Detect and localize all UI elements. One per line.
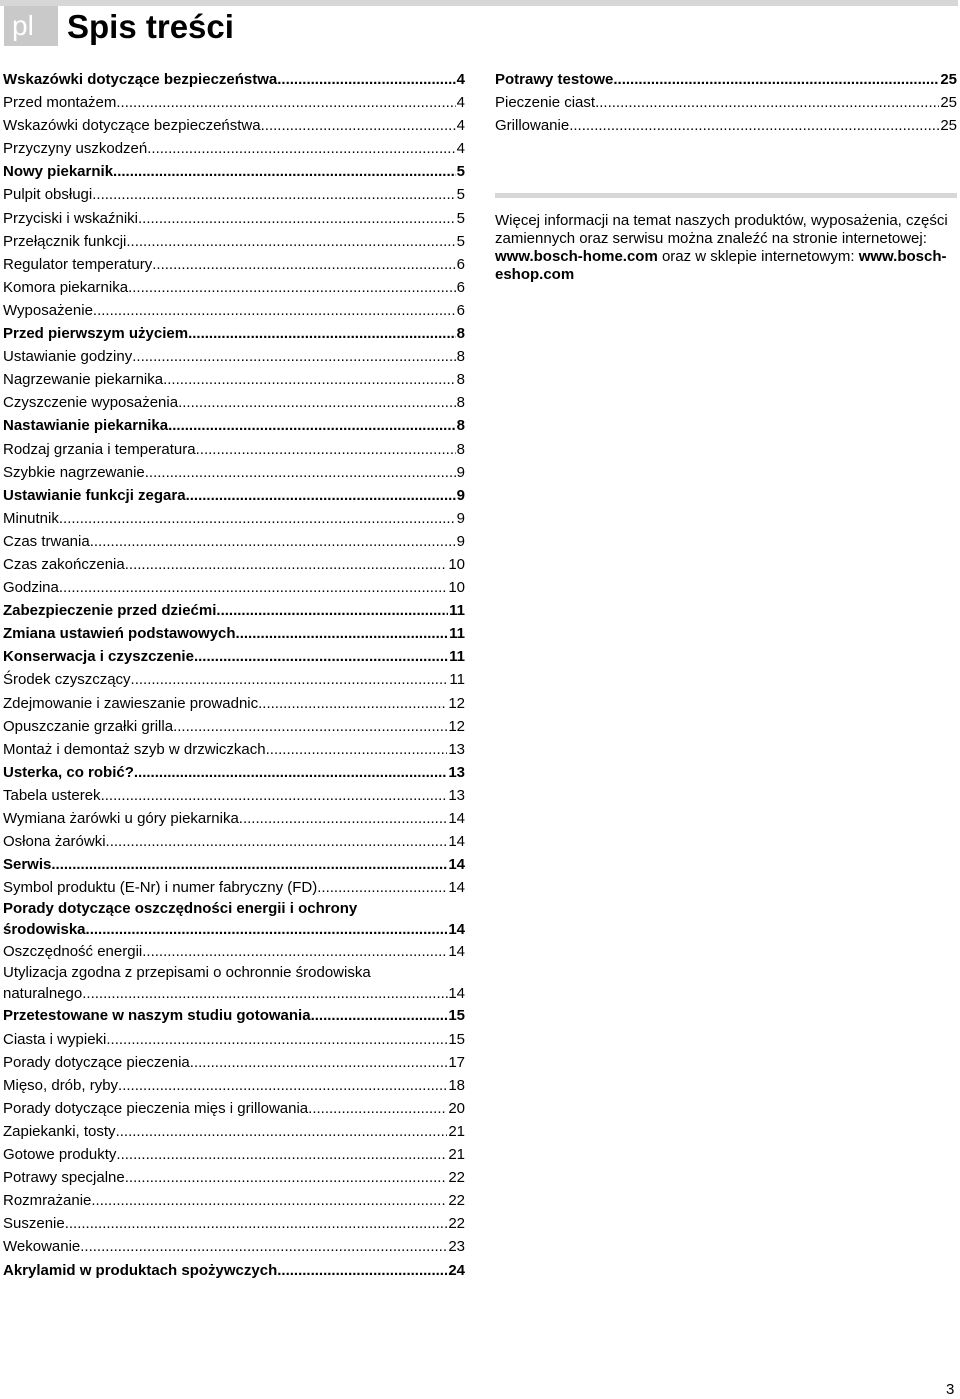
toc-entry-label: Rodzaj grzania i temperatura <box>3 440 196 458</box>
toc-leader-dots <box>196 438 456 461</box>
toc-leader-dots <box>311 1004 448 1027</box>
toc-entry-page: 22 <box>448 1169 465 1187</box>
toc-entry-label: Przyciski i wskaźniki <box>3 209 139 227</box>
toc-entry[interactable] <box>3 68 465 91</box>
toc-entry[interactable] <box>3 715 465 738</box>
toc-entry[interactable] <box>3 1143 465 1166</box>
toc-entry-label: Zabezpieczenie przed dziećmi <box>3 602 217 620</box>
toc-entry-label: Zapiekanki, tosty <box>3 1122 116 1140</box>
toc-entry-multiline[interactable] <box>3 899 465 940</box>
toc-leader-dots <box>261 114 456 137</box>
toc-leader-dots <box>190 1051 448 1074</box>
toc-entry[interactable] <box>3 1120 465 1143</box>
toc-entry-page: 8 <box>456 417 465 435</box>
toc-entry[interactable] <box>3 91 465 114</box>
toc-entry-label: Przełącznik funkcji <box>3 232 127 250</box>
toc-entry-page: 5 <box>456 232 465 250</box>
toc-entry-page: 25 <box>940 117 957 135</box>
toc-leader-dots <box>317 876 447 899</box>
toc-leader-dots <box>216 599 448 622</box>
toc-entry-label: Ustawianie godziny <box>3 348 133 366</box>
toc-entry-page: 10 <box>448 579 465 597</box>
toc-entry[interactable] <box>495 114 957 137</box>
toc-entry[interactable] <box>3 276 465 299</box>
toc-leader-dots <box>168 414 456 437</box>
toc-entry[interactable] <box>3 299 465 322</box>
toc-leader-dots <box>116 1120 448 1143</box>
toc-entry-page: 11 <box>449 602 465 620</box>
toc-entry-page: 8 <box>456 440 465 458</box>
toc-entry-label: Zmiana ustawień podstawowych <box>3 625 236 643</box>
toc-leader-dots <box>145 461 456 484</box>
website-link[interactable]: www.bosch-home.com <box>495 248 658 265</box>
toc-entry-page: 4 <box>456 71 465 88</box>
toc-leader-dots <box>59 507 456 530</box>
toc-leader-dots <box>595 91 939 114</box>
toc-entry[interactable] <box>3 438 465 461</box>
toc-entry-label: Potrawy specjalne <box>3 1169 125 1187</box>
toc-entry-label: Pulpit obsługi <box>3 186 93 204</box>
toc-leader-dots <box>308 1097 447 1120</box>
toc-entry-page: 5 <box>456 209 465 227</box>
toc-entry-label-cont: środowiska <box>3 920 86 938</box>
toc-entry[interactable] <box>3 645 465 668</box>
toc-entry-label: Grillowanie <box>495 117 570 135</box>
more-info-text <box>495 212 957 284</box>
toc-entry-label: Mięso, drób, ryby <box>3 1076 119 1094</box>
toc-entry-page: 8 <box>456 371 465 389</box>
toc-right-column <box>495 68 957 137</box>
toc-entry[interactable] <box>3 1166 465 1189</box>
toc-entry-page: 10 <box>448 555 465 573</box>
toc-entry-page: 13 <box>448 740 465 758</box>
toc-leader-dots <box>116 91 455 114</box>
toc-entry-page: 24 <box>448 1261 465 1279</box>
toc-entry[interactable] <box>3 114 465 137</box>
toc-leader-dots <box>258 692 447 715</box>
toc-entry-label: Wekowanie <box>3 1238 81 1256</box>
section-divider <box>495 193 957 198</box>
toc-leader-dots <box>128 276 456 299</box>
toc-entry[interactable] <box>3 507 465 530</box>
toc-entry[interactable] <box>3 576 465 599</box>
toc-entry-label: Oszczędność energii <box>3 943 143 961</box>
eshop-link[interactable]: www.bosch-eshop.com <box>495 248 947 283</box>
toc-entry-page: 12 <box>448 717 465 735</box>
toc-leader-dots <box>147 137 455 160</box>
toc-entry[interactable] <box>3 599 465 622</box>
toc-entry-page: 9 <box>456 463 465 481</box>
toc-entry[interactable] <box>3 391 465 414</box>
toc-entry-label: Symbol produktu (E-Nr) i numer fabryczny (FD) <box>3 879 318 897</box>
toc-entry[interactable] <box>3 137 465 160</box>
toc-entry-label: Godzina <box>3 579 59 597</box>
toc-entry-label: Gotowe produkty <box>3 1146 117 1164</box>
toc-leader-dots <box>277 68 455 91</box>
toc-entry-label: Nowy piekarnik <box>3 163 114 181</box>
toc-entry[interactable] <box>3 761 465 784</box>
toc-leader-dots <box>106 1028 447 1051</box>
toc-leader-dots <box>51 853 447 876</box>
toc-entry[interactable] <box>3 830 465 853</box>
toc-entry-label: Pieczenie ciast <box>495 94 596 112</box>
toc-entry-page: 14 <box>448 943 465 961</box>
toc-entry-label: Ustawianie funkcji zegara <box>3 486 186 504</box>
toc-entry-page: 5 <box>456 186 465 204</box>
toc-leader-dots <box>138 207 456 230</box>
toc-entry[interactable] <box>3 738 465 761</box>
toc-entry-label: Akrylamid w produktach spożywczych <box>3 1261 278 1279</box>
toc-leader-dots <box>173 715 447 738</box>
toc-entry-label: Porady dotyczące pieczenia <box>3 1053 190 1071</box>
toc-entry-label: Ciasta i wypieki <box>3 1030 107 1048</box>
toc-entry-page: 25 <box>940 94 957 112</box>
toc-entry-label: Montaż i demontaż szyb w drzwiczkach <box>3 740 266 758</box>
toc-entry[interactable] <box>3 1051 465 1074</box>
toc-entry[interactable] <box>3 553 465 576</box>
toc-entry-label: Nastawianie piekarnika <box>3 417 169 435</box>
toc-entry-page: 22 <box>448 1192 465 1210</box>
toc-entry[interactable] <box>3 368 465 391</box>
toc-entry-page: 23 <box>448 1238 465 1256</box>
toc-entry[interactable] <box>3 207 465 230</box>
toc-entry[interactable] <box>3 1097 465 1120</box>
toc-leader-dots <box>613 68 939 91</box>
toc-entry-label: Przed pierwszym użyciem <box>3 325 189 343</box>
toc-leader-dots <box>266 738 448 761</box>
toc-entry-page: 9 <box>456 532 465 550</box>
toc-entry-page: 5 <box>456 163 465 181</box>
toc-entry-page: 25 <box>940 71 957 88</box>
toc-leader-dots <box>132 345 455 368</box>
toc-entry-label: Komora piekarnika <box>3 278 129 296</box>
toc-entry-label-cont: naturalnego <box>3 984 83 1002</box>
toc-entry-page: 17 <box>448 1053 465 1071</box>
toc-leader-dots <box>93 299 456 322</box>
toc-leader-dots <box>92 183 455 206</box>
toc-entry-page: 14 <box>448 920 465 938</box>
toc-entry-page: 21 <box>448 1146 465 1164</box>
toc-entry[interactable] <box>495 91 957 114</box>
toc-leader-dots <box>277 1259 447 1282</box>
toc-entry-page: 9 <box>456 486 465 504</box>
toc-entry[interactable] <box>3 1028 465 1051</box>
toc-entry[interactable] <box>3 1212 465 1235</box>
toc-entry[interactable] <box>3 345 465 368</box>
toc-entry-page: 4 <box>456 117 465 135</box>
toc-entry-label: Osłona żarówki <box>3 833 106 851</box>
toc-entry-label: Minutnik <box>3 509 59 527</box>
toc-entry-label: Porady dotyczące oszczędności energii i ochrony <box>3 900 358 918</box>
toc-entry-page: 15 <box>448 1030 465 1048</box>
toc-entry-label: Czas zakończenia <box>3 555 125 573</box>
toc-entry[interactable] <box>3 622 465 645</box>
toc-entry[interactable] <box>3 1235 465 1258</box>
top-rule <box>0 0 958 6</box>
toc-entry-label: Porady dotyczące pieczenia mięs i grillowania <box>3 1099 309 1117</box>
toc-leader-dots <box>188 322 456 345</box>
toc-entry-page: 8 <box>456 394 465 412</box>
toc-entry[interactable] <box>3 784 465 807</box>
toc-leader-dots <box>125 1166 448 1189</box>
toc-entry[interactable] <box>3 230 465 253</box>
toc-leader-dots <box>118 1074 447 1097</box>
info-text-2: oraz w sklepie internetowym: <box>657 248 859 265</box>
toc-entry-page: 14 <box>448 879 465 897</box>
toc-entry[interactable] <box>3 940 465 963</box>
language-badge: pl <box>4 6 58 46</box>
toc-entry-page: 8 <box>456 325 465 343</box>
toc-entry[interactable] <box>3 692 465 715</box>
toc-entry-page: 13 <box>448 786 465 804</box>
toc-entry-page: 15 <box>448 1007 465 1025</box>
toc-entry-label: Szybkie nagrzewanie <box>3 463 145 481</box>
toc-leader-dots <box>86 920 449 941</box>
toc-entry[interactable] <box>3 160 465 183</box>
toc-leader-dots <box>239 807 448 830</box>
toc-entry-page: 4 <box>456 94 465 112</box>
toc-entry-label: Konserwacja i czyszczenie <box>3 648 194 666</box>
toc-entry-label: Przyczyny uszkodzeń <box>3 140 148 158</box>
toc-entry-label: Usterka, co robić? <box>3 763 134 781</box>
toc-entry-label: Regulator temperatury <box>3 255 153 273</box>
toc-entry-label: Wskazówki dotyczące bezpieczeństwa <box>3 117 261 135</box>
toc-leader-dots <box>59 576 447 599</box>
toc-entry-page: 14 <box>448 856 465 874</box>
toc-entry-page: 6 <box>456 278 465 296</box>
toc-leader-dots <box>194 645 448 668</box>
toc-entry[interactable] <box>3 253 465 276</box>
page-number: 3 <box>946 1381 955 1398</box>
toc-entry[interactable] <box>3 876 465 899</box>
toc-entry[interactable] <box>3 414 465 437</box>
toc-entry[interactable] <box>3 1189 465 1212</box>
toc-leader-dots <box>152 253 455 276</box>
toc-leader-dots <box>126 230 455 253</box>
toc-entry-page: 6 <box>456 301 465 319</box>
toc-entry-page: 22 <box>448 1215 465 1233</box>
toc-entry[interactable] <box>3 530 465 553</box>
toc-leader-dots <box>101 784 448 807</box>
toc-entry[interactable] <box>3 1259 465 1282</box>
toc-leader-dots <box>178 391 456 414</box>
toc-entry-label: Zdejmowanie i zawieszanie prowadnic <box>3 694 259 712</box>
toc-leader-dots <box>82 984 448 1005</box>
info-text-1: Więcej informacji na temat naszych produktów, wyposażenia, części zamiennych oraz serwisu można znaleźć na stronie internetowej: <box>495 212 948 247</box>
toc-leader-dots <box>163 368 456 391</box>
toc-leader-dots <box>106 830 448 853</box>
toc-entry[interactable] <box>3 1074 465 1097</box>
toc-entry-page: 14 <box>448 984 465 1002</box>
toc-entry-page: 14 <box>448 833 465 851</box>
toc-entry-page: 11 <box>449 648 465 666</box>
toc-leader-dots <box>134 761 447 784</box>
toc-entry-page: 21 <box>448 1122 465 1140</box>
toc-entry-label: Serwis <box>3 856 52 874</box>
page-title: Spis treści <box>67 8 234 45</box>
toc-entry-label: Opuszczanie grzałki grilla <box>3 717 174 735</box>
toc-entry-label: Czas trwania <box>3 532 90 550</box>
toc-entry-page: 20 <box>448 1099 465 1117</box>
toc-entry[interactable] <box>3 322 465 345</box>
toc-leader-dots <box>142 940 447 963</box>
toc-entry-page: 11 <box>449 625 465 643</box>
toc-entry-label: Tabela usterek <box>3 786 101 804</box>
toc-entry-page: 13 <box>448 763 465 781</box>
toc-entry-page: 6 <box>456 255 465 273</box>
toc-entry-label: Nagrzewanie piekarnika <box>3 371 164 389</box>
toc-entry-label: Wskazówki dotyczące bezpieczeństwa <box>3 71 278 88</box>
toc-leader-dots <box>236 622 449 645</box>
toc-entry[interactable] <box>3 461 465 484</box>
toc-entry-page: 8 <box>456 348 465 366</box>
toc-entry-page: 4 <box>456 140 465 158</box>
toc-leader-dots <box>125 553 448 576</box>
toc-entry-label: Środek czyszczący <box>3 671 131 689</box>
toc-entry[interactable] <box>3 183 465 206</box>
toc-entry-multiline[interactable] <box>3 963 465 1004</box>
toc-leader-dots <box>131 668 449 691</box>
toc-entry-label: Suszenie <box>3 1215 65 1233</box>
toc-leader-dots <box>569 114 939 137</box>
toc-entry[interactable] <box>3 668 465 691</box>
toc-entry[interactable] <box>3 1004 465 1027</box>
toc-leader-dots <box>113 160 456 183</box>
toc-entry-label: Przetestowane w naszym studiu gotowania <box>3 1007 311 1025</box>
toc-leader-dots <box>116 1143 447 1166</box>
toc-entry-page: 11 <box>449 671 465 689</box>
toc-entry[interactable] <box>495 68 957 91</box>
toc-leader-dots <box>91 1189 447 1212</box>
toc-entry-label: Wymiana żarówki u góry piekarnika <box>3 810 239 827</box>
toc-entry-page: 14 <box>448 810 465 827</box>
toc-left-column <box>3 68 465 1282</box>
toc-leader-dots <box>80 1235 447 1258</box>
toc-entry-label: Rozmrażanie <box>3 1192 92 1210</box>
toc-entry-page: 9 <box>456 509 465 527</box>
toc-entry-page: 18 <box>448 1076 465 1094</box>
toc-entry-page: 12 <box>448 694 465 712</box>
toc-entry-label: Utylizacja zgodna z przepisami o ochronnie środowiska <box>3 964 371 982</box>
toc-leader-dots <box>65 1212 448 1235</box>
toc-entry-label: Czyszczenie wyposażenia <box>3 394 179 412</box>
toc-entry[interactable] <box>3 807 465 830</box>
toc-entry-label: Potrawy testowe <box>495 71 614 88</box>
toc-entry-label: Przed montażem <box>3 94 117 112</box>
toc-leader-dots <box>186 484 456 507</box>
toc-entry-label: Wyposażenie <box>3 301 93 319</box>
toc-leader-dots <box>90 530 456 553</box>
toc-entry[interactable] <box>3 853 465 876</box>
toc-entry[interactable] <box>3 484 465 507</box>
